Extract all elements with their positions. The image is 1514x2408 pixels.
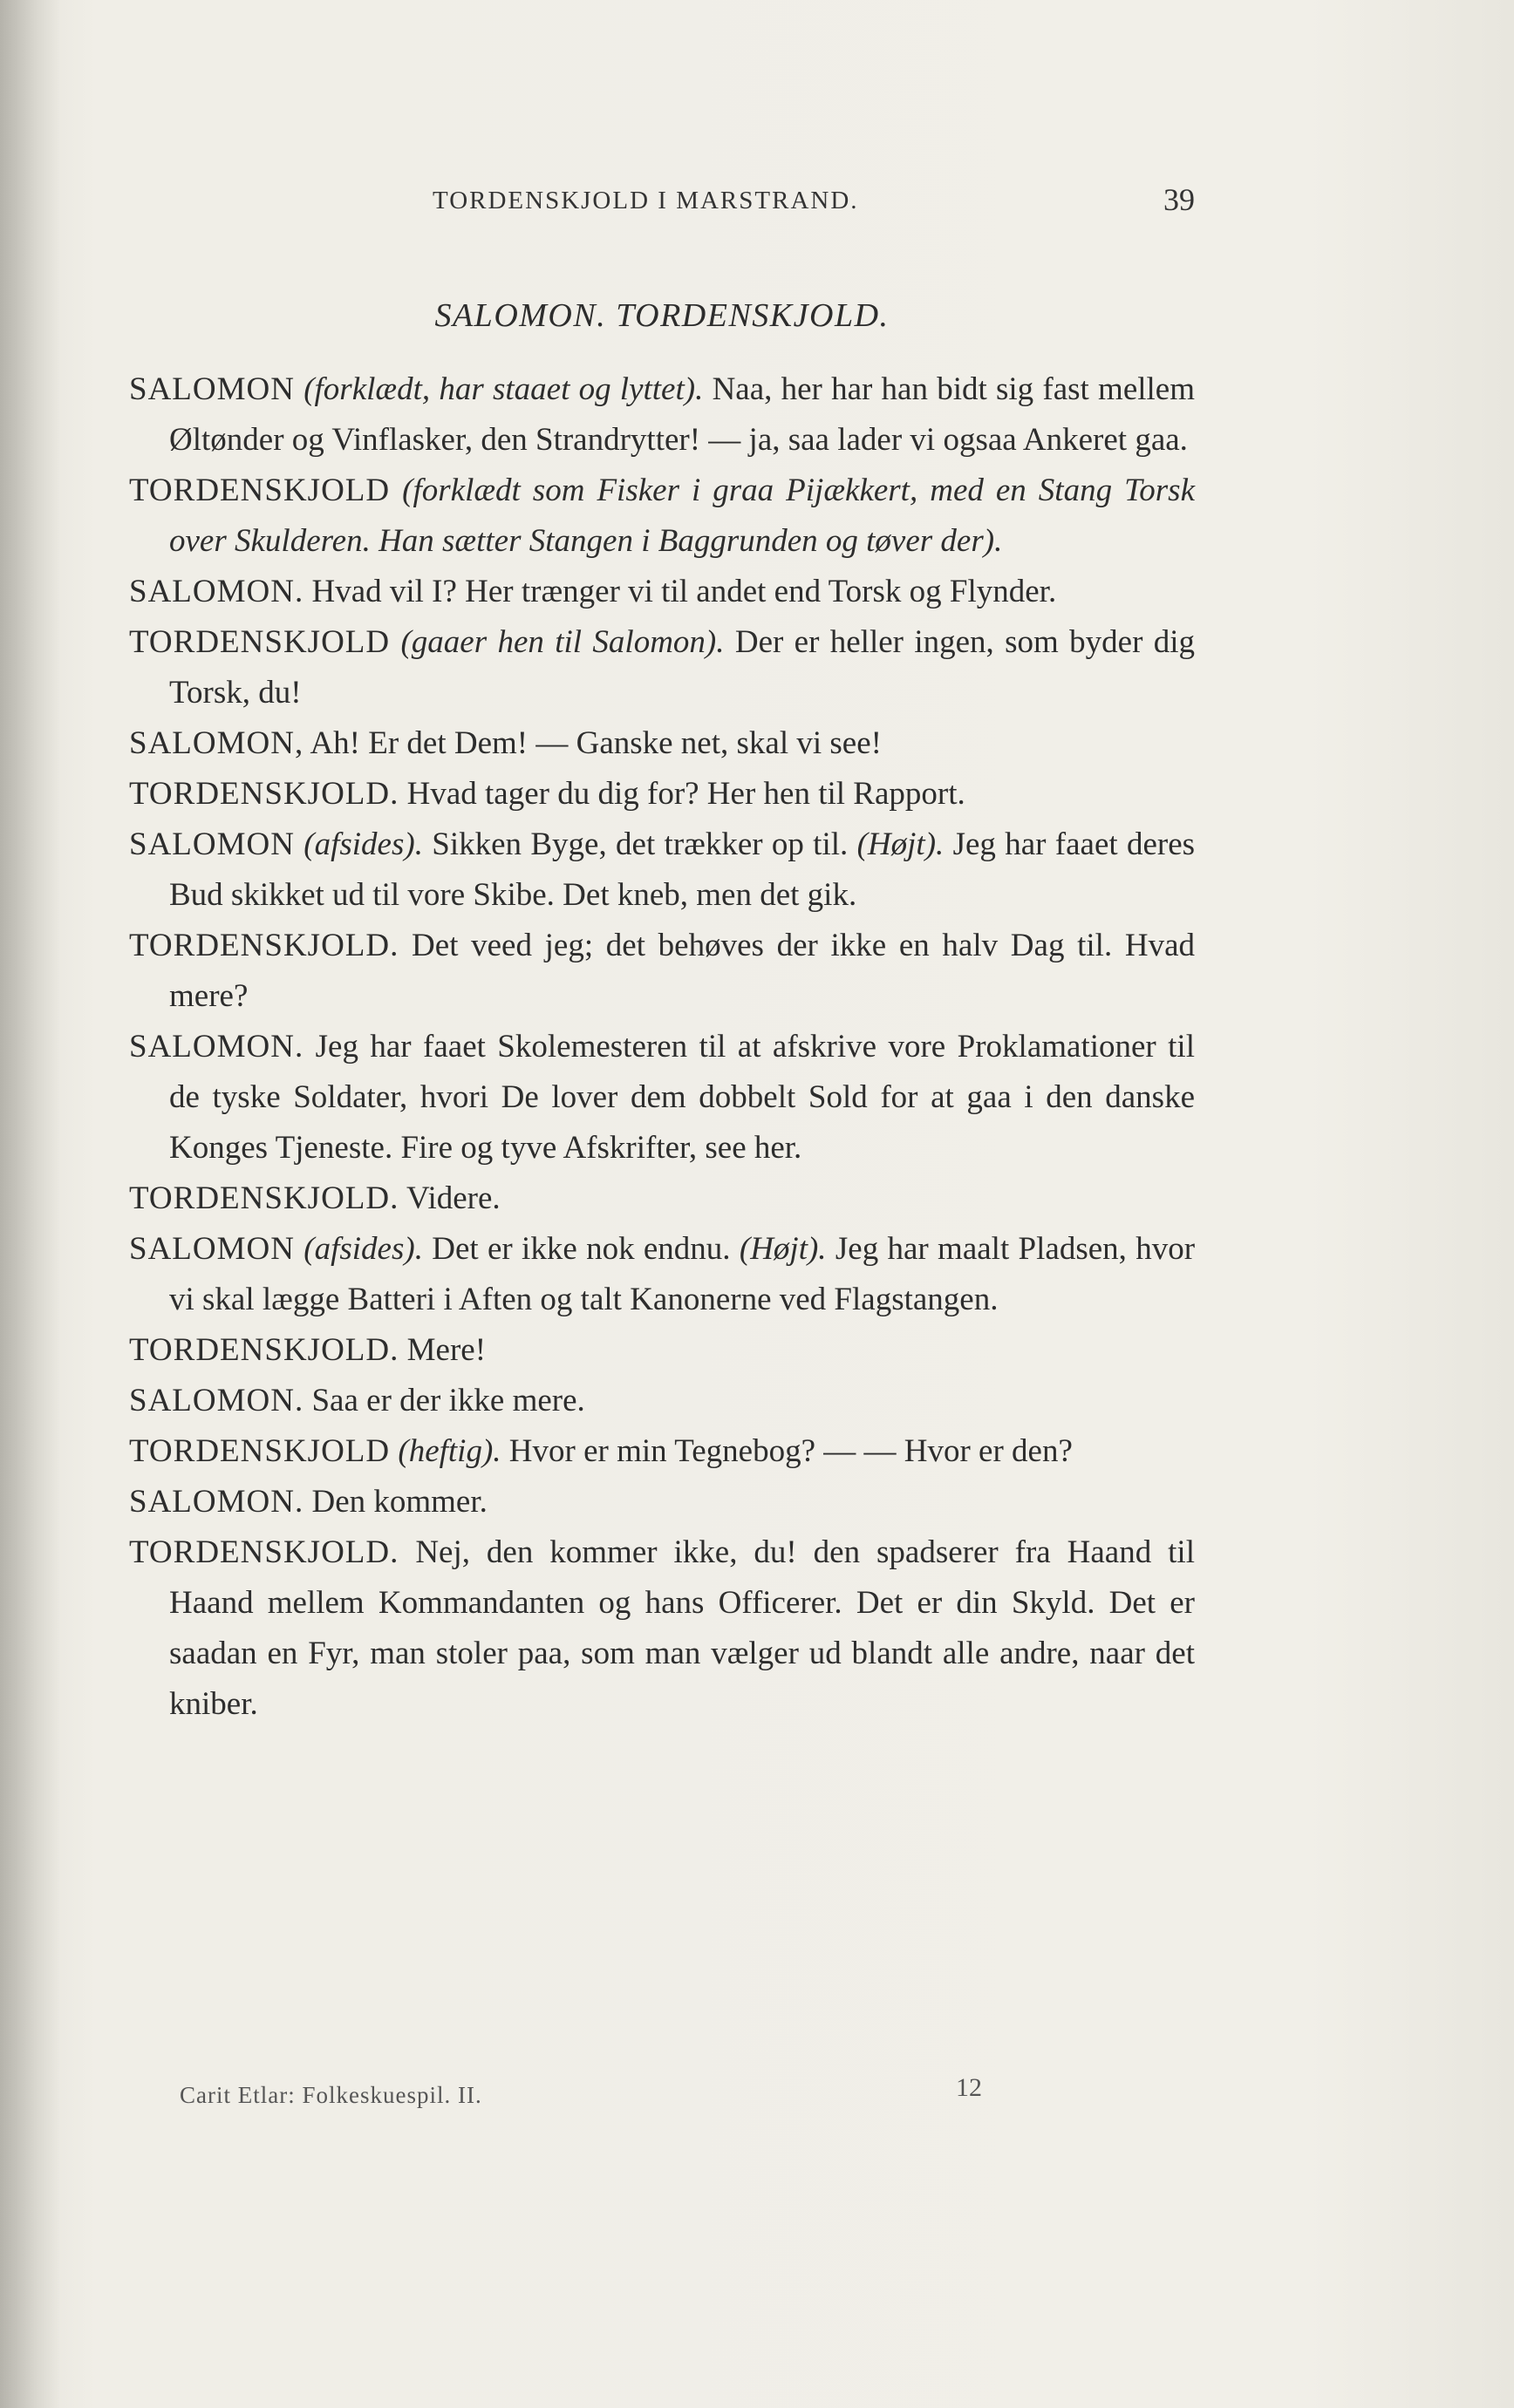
speech-text: Hvad tager du dig for? Her hen til Rapport. <box>406 776 965 812</box>
speech-text: Jeg har faaet deres Bud skikket ud til vore Skibe. Det kneb, men det gik. <box>169 826 1196 913</box>
speech <box>129 1527 1195 1730</box>
speech-text: Hvad vil I? Her trænger vi til andet end Torsk og Flynder. <box>311 574 1057 609</box>
speech <box>129 820 1195 921</box>
running-header <box>129 181 1195 225</box>
speech <box>129 466 1195 567</box>
spine-shadow <box>0 0 61 2408</box>
speech-text: Sikken Byge, det trækker op til. <box>432 826 849 862</box>
stage-direction: (Højt). <box>739 1231 827 1267</box>
speech <box>129 718 1195 769</box>
speech <box>129 364 1195 466</box>
stage-direction: (Højt). <box>856 826 945 862</box>
speech <box>129 1477 1195 1527</box>
speaker: SALOMON <box>129 826 295 862</box>
speech-text: Saa er der ikke mere. <box>311 1383 585 1418</box>
stage-direction: (afsides). <box>303 1231 423 1267</box>
speech <box>129 1173 1195 1224</box>
page-footer <box>180 2073 982 2115</box>
speech-text: Jeg har faaet Skolemesteren til at afskrive vore Proklamationer til de tyske Soldater, hvori De lover dem dobbelt Sold for at gaa i den danske Konges Tjeneste. Fire og tyve Afskrifter, see her. <box>169 1029 1195 1166</box>
stage-direction: (gaaer hen til Salomon). <box>400 624 725 660</box>
running-title: TORDENSKJOLD I MARSTRAND. <box>433 187 859 214</box>
stage-direction: (forklædt, har staaet og lyttet). <box>303 371 704 407</box>
speech <box>129 769 1195 820</box>
signature-mark: Carit Etlar: Folkeskuespil. II. <box>180 2082 482 2108</box>
speech-text: Jeg har maalt Pladsen, hvor vi skal lægge Batteri i Aften og talt Kanonerne ved Flagstangen. <box>169 1231 1196 1317</box>
speaker: TORDENSKJOLD. <box>129 928 399 963</box>
speaker: TORDENSKJOLD. <box>129 1180 399 1216</box>
speaker: SALOMON <box>129 371 295 407</box>
speaker: TORDENSKJOLD. <box>129 1332 399 1368</box>
speaker: SALOMON. <box>129 1029 304 1065</box>
speech-text: Ah! Er det Dem! — Ganske net, skal vi see! <box>310 725 882 761</box>
speaker: SALOMON. <box>129 1484 304 1520</box>
speech-text: Det er ikke nok endnu. <box>432 1231 731 1267</box>
speaker: TORDENSKJOLD <box>129 624 391 660</box>
page-number: 39 <box>1163 182 1195 217</box>
dialogue-body <box>129 364 1195 1730</box>
speech <box>129 1426 1195 1477</box>
speech-text: Videre. <box>406 1180 501 1216</box>
speaker: SALOMON, <box>129 725 304 761</box>
speaker: TORDENSKJOLD. <box>129 1534 399 1570</box>
speech <box>129 1325 1195 1376</box>
stage-direction: (forklædt som Fisker i graa Pijækkert, med en Stang Torsk over Skulderen. Han sætter Stangen i Baggrunden og tøver der). <box>169 473 1196 559</box>
speech <box>129 921 1195 1022</box>
speech-text: Hvor er min Tegnebog? — — Hvor er den? <box>508 1433 1073 1469</box>
scene-heading: SALOMON. TORDENSKJOLD. <box>434 297 890 334</box>
speaker: SALOMON. <box>129 1383 304 1418</box>
stage-direction: (heftig). <box>398 1433 501 1469</box>
speech <box>129 1022 1195 1173</box>
speech-text: Nej, den kommer ikke, du! den spadserer fra Haand til Haand mellem Kommandanten og hans Officerer. Det er din Skyld. Det er saadan en Fyr, man stoler paa, som man vælger ud blandt alle andre, naar det kniber. <box>169 1534 1195 1722</box>
stage-direction: (afsides). <box>303 826 423 862</box>
speaker: TORDENSKJOLD <box>129 473 391 508</box>
speaker: SALOMON. <box>129 574 304 609</box>
speaker: TORDENSKJOLD. <box>129 776 399 812</box>
speech-text: Naa, her har han bidt sig fast mellem Øltønder og Vinflasker, den Strandrytter! — ja, saa lader vi ogsaa Ankeret gaa. <box>169 371 1196 458</box>
speech-text: Der er heller ingen, som byder dig Torsk, du! <box>169 624 1196 711</box>
speech-text: Mere! <box>406 1332 487 1368</box>
speaker: TORDENSKJOLD <box>129 1433 391 1469</box>
sheet-number: 12 <box>956 2073 982 2102</box>
speech <box>129 1376 1195 1426</box>
speech-text: Den kommer. <box>311 1484 488 1520</box>
speaker: SALOMON <box>129 1231 295 1267</box>
speech <box>129 617 1195 718</box>
speech <box>129 1224 1195 1325</box>
speech-text: Det veed jeg; det behøves der ikke en halv Dag til. Hvad mere? <box>169 928 1196 1014</box>
speech <box>129 567 1195 617</box>
